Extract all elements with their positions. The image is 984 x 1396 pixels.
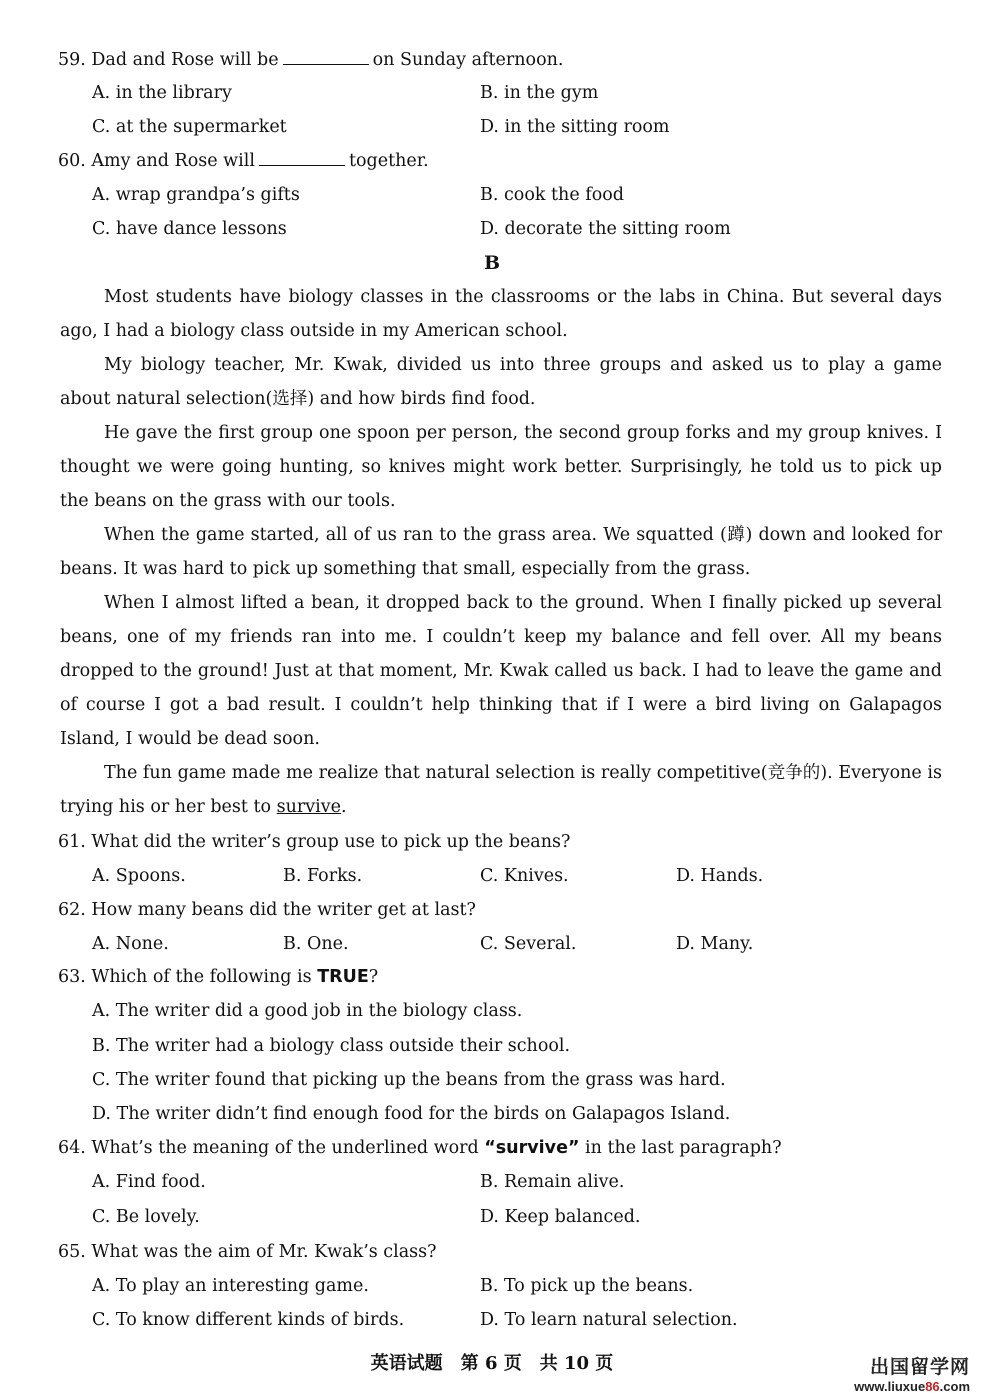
q63-emphasis: TRUE: [317, 967, 369, 987]
q61-option-c: C. Knives.: [480, 866, 569, 886]
q61-option-b: B. Forks.: [283, 866, 363, 886]
question-64: [58, 1136, 782, 1160]
q64-stem-post: in the last paragraph?: [585, 1138, 782, 1158]
passage-paragraph-2: My biology teacher, Mr. Kwak, divided us into three groups and asked us to play a game about natural selection(选择) and how birds find food.: [60, 355, 942, 409]
passage-paragraph-4: When the game started, all of us ran to the grass area. We squatted (蹲) down and looked for beans. It was hard to pick up something that small, especially from the grass.: [60, 525, 942, 579]
q64-option-d: D. Keep balanced.: [480, 1207, 641, 1227]
q62-option-a: A. None.: [92, 934, 169, 954]
watermark-url: [854, 1379, 970, 1394]
passage-paragraph-1: Most students have biology classes in the classrooms or the labs in China. But several days ago, I had a biology class outside in my American school.: [60, 287, 942, 341]
q64-option-b: B. Remain alive.: [480, 1172, 625, 1192]
passage-paragraph-3: He gave the first group one spoon per person, the second group forks and my group knives. I thought we were going hunting, so knives might work better. Surprisingly, he told us to pick up the beans on the grass with our tools.: [60, 423, 942, 511]
q63-option-d: D. The writer didn’t find enough food for the birds on Galapagos Island.: [92, 1104, 731, 1124]
q59-stem-post: on Sunday afternoon.: [372, 50, 564, 70]
underlined-word-survive: survive: [276, 797, 341, 817]
passage-paragraph-5: When I almost lifted a bean, it dropped back to the ground. When I finally picked up several beans, one of my friends ran into me. I couldn’t keep my balance and fell over. All my beans dropped to the ground! Just at that moment, Mr. Kwak called us back. I had to leave the game and of course I got a bad result. I couldn’t help thinking that if I were a bird living on Galapagos Island, I would be dead soon.: [60, 593, 942, 749]
q64-stem-pre: 64. What’s the meaning of the underlined word: [58, 1138, 479, 1158]
q60-option-b: B. cook the food: [480, 185, 624, 205]
page-footer: 英语试题 第 6 页 共 10 页: [370, 1353, 614, 1374]
p6-text: The fun game made me realize that natural selection is really competitive(竞争的). Everyone is trying his or her best to: [60, 763, 942, 817]
q63-option-c: C. The writer found that picking up the beans from the grass was hard.: [92, 1070, 726, 1090]
q65-option-b: B. To pick up the beans.: [480, 1276, 694, 1296]
question-60: [58, 149, 429, 173]
passage-paragraph-6: [60, 756, 942, 824]
q60-stem-post: together.: [348, 151, 429, 171]
q61-option-a: A. Spoons.: [92, 866, 186, 886]
q65-option-a: A. To play an interesting game.: [92, 1276, 369, 1296]
p6-end: .: [340, 797, 347, 817]
watermark-url-pre: www.liuxue: [854, 1379, 926, 1394]
watermark-title: 出国留学网: [869, 1356, 970, 1378]
q60-stem-pre: 60. Amy and Rose will: [58, 151, 255, 171]
q59-stem-pre: 59. Dad and Rose will be: [58, 50, 279, 70]
q63-option-b: B. The writer had a biology class outside their school.: [92, 1036, 571, 1056]
q59-option-d: D. in the sitting room: [480, 117, 670, 137]
q59-option-b: B. in the gym: [480, 83, 599, 103]
q59-blank: [283, 50, 369, 65]
q60-blank: [259, 151, 345, 166]
q59-option-c: C. at the supermarket: [92, 117, 287, 137]
q64-option-c: C. Be lovely.: [92, 1207, 200, 1227]
question-61: 61. What did the writer’s group use to pick up the beans?: [58, 832, 571, 852]
q65-option-d: D. To learn natural selection.: [480, 1310, 738, 1330]
q63-stem-post: ?: [368, 967, 379, 987]
question-62: 62. How many beans did the writer get at last?: [58, 900, 476, 920]
q60-option-a: A. wrap grandpa’s gifts: [92, 185, 300, 205]
q59-option-a: A. in the library: [92, 83, 232, 103]
q64-option-a: A. Find food.: [92, 1172, 206, 1192]
q60-option-c: C. have dance lessons: [92, 219, 287, 239]
q62-option-c: C. Several.: [480, 934, 577, 954]
question-59: [58, 48, 563, 72]
question-63: [58, 965, 378, 989]
q65-option-c: C. To know different kinds of birds.: [92, 1310, 405, 1330]
q62-option-d: D. Many.: [676, 934, 754, 954]
q62-option-b: B. One.: [283, 934, 349, 954]
section-title: B: [483, 252, 501, 274]
q64-word: “survive”: [484, 1138, 580, 1158]
q61-option-d: D. Hands.: [676, 866, 764, 886]
watermark-url-post: .com: [939, 1379, 970, 1394]
q63-stem-pre: 63. Which of the following is: [58, 967, 312, 987]
q63-option-a: A. The writer did a good job in the biology class.: [92, 1001, 523, 1021]
watermark-url-num: 86: [925, 1379, 940, 1394]
site-watermark: [854, 1352, 970, 1394]
question-65: 65. What was the aim of Mr. Kwak’s class?: [58, 1242, 437, 1262]
q60-option-d: D. decorate the sitting room: [480, 219, 731, 239]
